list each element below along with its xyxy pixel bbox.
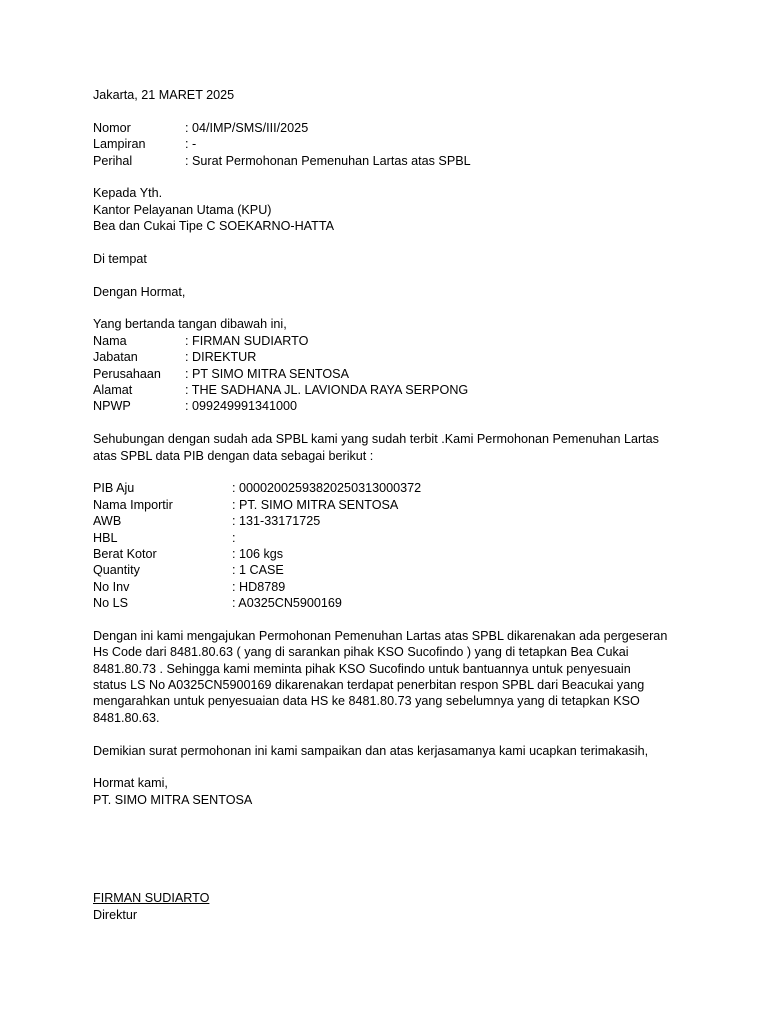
field-label: PIB Aju: [93, 481, 135, 496]
field-label: Nomor: [93, 120, 131, 135]
field-label: Jabatan: [93, 350, 138, 365]
field-value: : DIREKTUR: [185, 350, 257, 365]
field-value: : -: [185, 137, 197, 152]
shipment-field-pib-aju: [93, 480, 683, 496]
paragraph-line: atas SPBL data PIB dengan data sebagai berikut :: [93, 448, 374, 463]
field-value: : PT SIMO MITRA SENTOSA: [185, 366, 349, 381]
paragraph-line: status LS No A0325CN5900169 dikarenakan terdapat penerbitan respon SPBL dari Beacukai yang: [93, 678, 645, 693]
signer-field-jabatan: [93, 349, 683, 365]
signer-field-perusahaan: [93, 366, 683, 382]
date-line: Jakarta, 21 MARET 2025: [93, 88, 235, 102]
field-label: Nama: [93, 333, 127, 348]
letter-page: [93, 87, 683, 923]
field-value: : A0325CN5900169: [232, 596, 342, 611]
shipment-field-hbl: [93, 530, 683, 546]
shipment-fields: [93, 480, 683, 611]
field-value: : 00002002593820250313000372: [232, 481, 422, 496]
field-label: No Inv: [93, 579, 130, 594]
signature-name: FIRMAN SUDIARTO: [93, 891, 210, 906]
recipient-line: Bea dan Cukai Tipe C SOEKARNO-HATTA: [93, 219, 334, 234]
field-value: : PT. SIMO MITRA SENTOSA: [232, 497, 399, 512]
field-value: : HD8789: [232, 579, 286, 594]
paragraph-line: Hs Code dari 8481.80.63 ( yang di sarankan pihak KSO Sucofindo ) yang di tetapkan Bea Cukai: [93, 645, 629, 660]
recipient-block: [93, 185, 683, 234]
signer-intro: Yang bertanda tangan dibawah ini,: [93, 317, 287, 332]
field-label: HBL: [93, 530, 118, 545]
field-value: : 1 CASE: [232, 563, 284, 578]
field-value: : 099249991341000: [185, 399, 298, 414]
paragraph-line: Dengan ini kami mengajukan Permohonan Pemenuhan Lartas atas SPBL dikarenakan ada pergeseran: [93, 628, 668, 643]
field-label: Perihal: [93, 153, 133, 168]
header-field-nomor: [93, 120, 683, 136]
shipment-field-quantity: [93, 562, 683, 578]
field-label: Perusahaan: [93, 366, 161, 381]
signer-field-npwp: [93, 398, 683, 414]
body-paragraph: [93, 628, 683, 726]
field-label: NPWP: [93, 399, 131, 414]
shipment-field-no-inv: [93, 579, 683, 595]
field-value: :: [232, 530, 236, 545]
recipient-line: Kantor Pelayanan Utama (KPU): [93, 202, 272, 217]
shipment-field-berat-kotor: [93, 546, 683, 562]
closing-block: [93, 775, 683, 808]
paragraph-line: 8481.80.73 . Sehingga kami meminta pihak KSO Sucofindo untuk bantuannya untuk penyesuain: [93, 661, 631, 676]
signer-field-alamat: [93, 382, 683, 398]
paragraph-line: 8481.80.63.: [93, 710, 160, 725]
field-label: Nama Importir: [93, 497, 173, 512]
intro-paragraph: [93, 431, 683, 464]
field-value: : FIRMAN SUDIARTO: [185, 333, 309, 348]
header-field-perihal: [93, 153, 683, 169]
signer-fields: [93, 333, 683, 415]
shipment-field-awb: [93, 513, 683, 529]
recipient-line: Kepada Yth.: [93, 186, 163, 201]
shipment-field-nama-importir: [93, 497, 683, 513]
field-label: No LS: [93, 596, 129, 611]
closing-regards: Hormat kami,: [93, 776, 168, 791]
field-value: : 04/IMP/SMS/III/2025: [185, 120, 309, 135]
field-value: : Surat Permohonan Pemenuhan Lartas atas SPBL: [185, 153, 471, 168]
signature-title: Direktur: [93, 907, 138, 922]
closing-paragraph: Demikian surat permohonan ini kami sampaikan dan atas kerjasamanya kami ucapkan terimakasih,: [93, 743, 649, 758]
paragraph-line: mengarahkan untuk penyesuaian data HS ke 8481.80.73 yang sebelumnya yang di tetapkan KSO: [93, 694, 640, 709]
field-label: Quantity: [93, 563, 140, 578]
field-value: : 106 kgs: [232, 546, 284, 561]
field-label: Berat Kotor: [93, 546, 157, 561]
paragraph-line: Sehubungan dengan sudah ada SPBL kami yang sudah terbit .Kami Permohonan Pemenuhan Lartas: [93, 432, 659, 447]
header-fields: [93, 120, 683, 169]
place-line: Di tempat: [93, 251, 147, 266]
shipment-field-no-ls: [93, 595, 683, 611]
field-label: Alamat: [93, 383, 133, 398]
field-label: AWB: [93, 514, 122, 529]
field-label: Lampiran: [93, 137, 146, 152]
closing-company: PT. SIMO MITRA SENTOSA: [93, 792, 253, 807]
salutation: Dengan Hormat,: [93, 284, 186, 299]
field-value: : 131-33171725: [232, 514, 321, 529]
signature-block: [93, 890, 683, 923]
signer-field-nama: [93, 333, 683, 349]
field-value: : THE SADHANA JL. LAVIONDA RAYA SERPONG: [185, 383, 469, 398]
header-field-lampiran: [93, 136, 683, 152]
